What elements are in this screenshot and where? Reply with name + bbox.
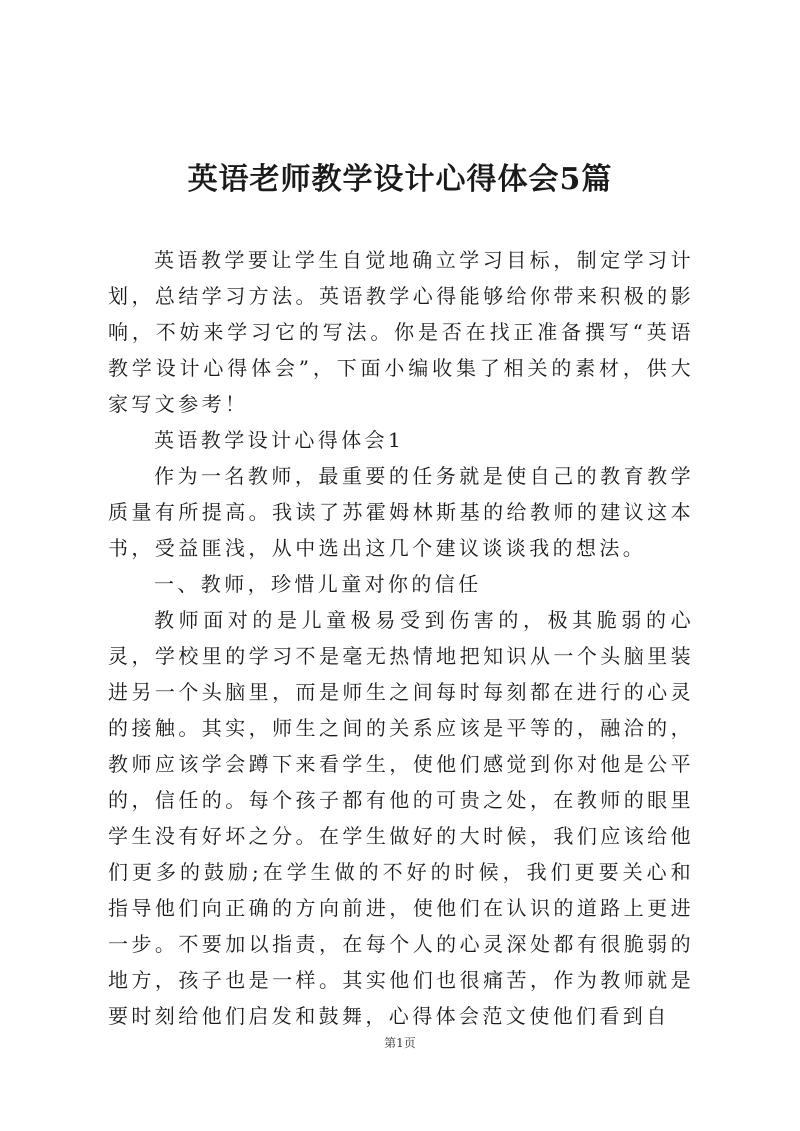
intro-paragraph: 英语教学要让学生自觉地确立学习目标，制定学习计划，总结学习方法。英语教学心得能够给你带来积极的影响，不妨来学习它的写法。你是否在找正准备撰写“英语教学设计心得体会”，下面小编收集了相关的素材，供大家写文参考！ xyxy=(108,248,694,416)
document-body xyxy=(108,242,694,1034)
document-title: 英语老师教学设计心得体会5篇 xyxy=(187,162,613,197)
body-paragraph: 作为一名教师，最重要的任务就是使自己的教育教学质量有所提高。我读了苏霍姆林斯基的给教师的建议这本书，受益匪浅，从中选出这几个建议谈谈我的想法。 xyxy=(108,464,694,560)
page-number: 第1页 xyxy=(384,1036,416,1050)
section-heading: 英语教学设计心得体会1 xyxy=(154,428,405,452)
subsection-heading: 一、教师，珍惜儿童对你的信任 xyxy=(154,572,482,596)
body-paragraph: 教师面对的是儿童极易受到伤害的，极其脆弱的心灵，学校里的学习不是毫无热情地把知识从一个头脑里装进另一个头脑里，而是师生之间每时每刻都在进行的心灵的接触。其实，师生之间的关系应该是平等的，融洽的，教师应该学会蹲下来看学生，使他们感觉到你对他是公平的，信任的。每个孩子都有他的可贵之处，在教师的眼里学生没有好坏之分。在学生做好的大时候，我们应该给他们更多的鼓励;在学生做的不好的时候，我们更要关心和指导他们向正确的方向前进，使他们在认识的道路上更进一步。不要加以指责，在每个人的心灵深处都有很脆弱的地方，孩子也是一样。其实他们也很痛苦，作为教师就是要时刻给他们启发和鼓舞，心得体会范文使他们看到自 xyxy=(108,608,694,1028)
